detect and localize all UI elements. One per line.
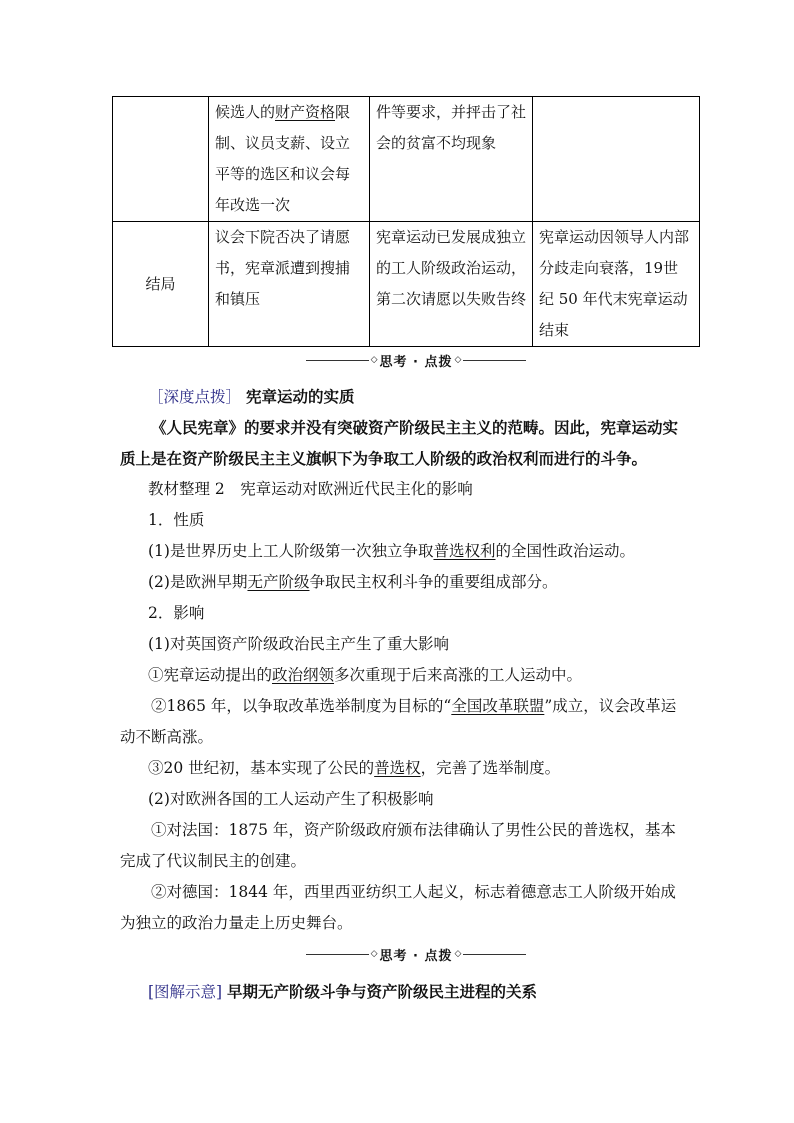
paragraph: ②1865 年，以争取改革选举制度为目标的“全国改革联盟”成立，议会改革运动不断高涨。 xyxy=(120,697,677,746)
paragraph: ①宪章运动提出的政治纲领多次重现于后来高涨的工人运动中。 xyxy=(148,666,583,684)
subheading-impact: 2．影响 xyxy=(148,604,205,622)
paragraph: (1)是世界历史上工人阶级第一次独立争取普选权利的全国性政治运动。 xyxy=(148,542,635,560)
row-header-outcome: 结局 xyxy=(113,222,209,347)
table-cell: 宪章运动已发展成独立的工人阶级政治运动，第二次请愿以失败告终 xyxy=(370,222,533,347)
diamond-icon: ◇ xyxy=(370,355,378,365)
paragraph: ③20 世纪初，基本实现了公民的普选权，完善了选举制度。 xyxy=(148,759,561,777)
deep-tip-body: 《人民宪章》的要求并没有突破资产阶级民主主义的范畴。因此，宪章运动实质上是在资产阶级民主主义旗帜下为争取工人阶级的政治权利而进行的斗争。 xyxy=(120,418,679,468)
deep-tip-title: 宪章运动的实质 xyxy=(245,387,355,406)
table-cell: 候选人的财产资格限制、议员支薪、设立平等的选区和议会每年改选一次 xyxy=(209,97,370,222)
section-divider: ◇ 思考 · 点拨 ◇ xyxy=(306,350,526,370)
table-cell xyxy=(113,97,209,222)
paragraph: (1)对英国资产阶级政治民主产生了重大影响 xyxy=(148,635,449,653)
comparison-table xyxy=(112,96,700,347)
section-heading: 教材整理 2 宪章运动对欧洲近代民主化的影响 xyxy=(148,480,473,498)
underlined-term: 财产资格 xyxy=(275,103,336,121)
paragraph: ①对法国：1875 年，资产阶级政府颁布法律确认了男性公民的普选权，基本完成了代议制民主的创建。 xyxy=(120,821,676,870)
diamond-icon: ◇ xyxy=(454,949,462,959)
deep-tip-tag: ［深度点拨］ xyxy=(148,388,242,406)
paragraph: (2)是欧洲早期无产阶级争取民主权利斗争的重要组成部分。 xyxy=(148,573,558,591)
table-cell xyxy=(533,97,700,222)
diamond-icon: ◇ xyxy=(370,949,378,959)
table-cell: 件等要求，并抨击了社会的贫富不均现象 xyxy=(370,97,533,222)
diagram-heading xyxy=(148,976,688,1008)
table-cell: 议会下院否决了请愿书，宪章派遭到搜捕和镇压 xyxy=(209,222,370,347)
table-row xyxy=(113,222,700,347)
diagram-tag: [图解示意] xyxy=(148,983,223,1001)
table-row xyxy=(113,97,700,222)
diamond-icon: ◇ xyxy=(454,355,462,365)
table-cell: 宪章运动因领导人内部分歧走向衰落，19世纪 50 年代末宪章运动结束 xyxy=(533,222,700,347)
section-divider: ◇ 思考 · 点拨 ◇ xyxy=(306,944,526,964)
diagram-title: 早期无产阶级斗争与资产阶级民主进程的关系 xyxy=(227,982,538,1001)
deep-tip-heading xyxy=(148,381,688,413)
paragraph: (2)对欧洲各国的工人运动产生了积极影响 xyxy=(148,790,434,808)
paragraph: ②对德国：1844 年，西里西亚纺织工人起义，标志着德意志工人阶级开始成为独立的政治力量走上历史舞台。 xyxy=(120,883,676,932)
subheading-nature: 1．性质 xyxy=(148,511,205,529)
